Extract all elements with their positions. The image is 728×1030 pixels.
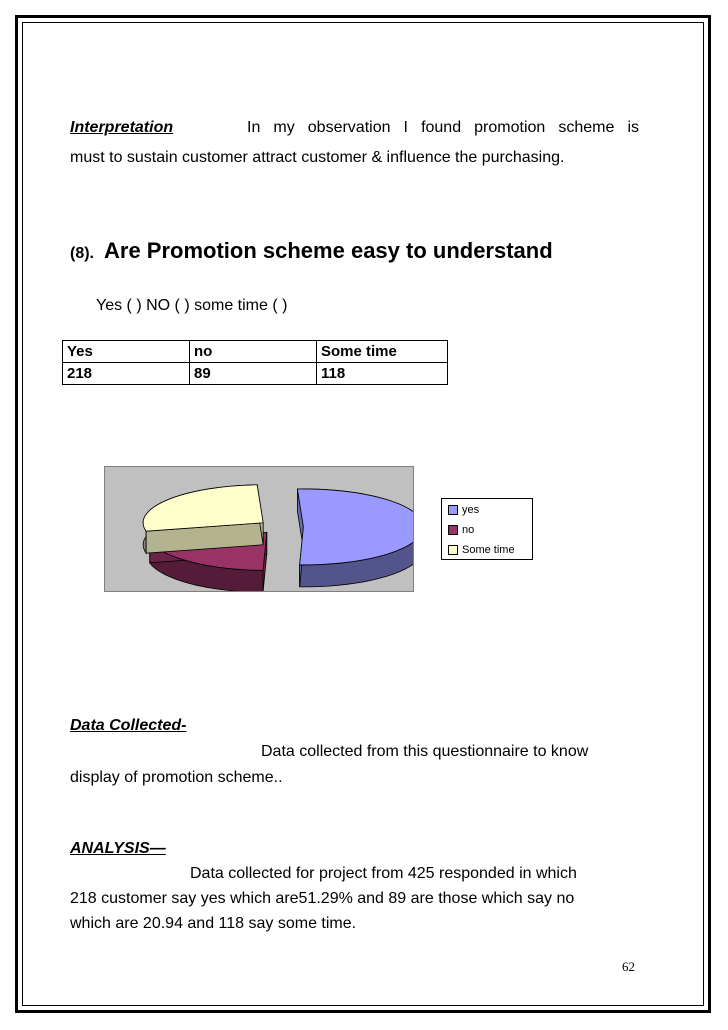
- table-cell: 218: [63, 363, 190, 385]
- table-cell: 89: [190, 363, 317, 385]
- pie-slice-top: [143, 485, 263, 531]
- legend-item-no: [448, 523, 474, 537]
- legend-label: yes: [462, 504, 480, 516]
- question-options: Yes ( ) NO ( ) some time ( ): [96, 297, 288, 314]
- table-header-cell: no: [190, 341, 317, 363]
- interpretation-line-1: In my observation I found promotion scheme is: [247, 119, 639, 136]
- response-table: [62, 340, 448, 385]
- legend-swatch: [448, 505, 458, 515]
- question-number: (8).: [70, 245, 94, 262]
- pie-slice-some-time: [143, 485, 263, 553]
- table-row: [63, 363, 448, 385]
- legend-item-some-time: [448, 543, 515, 557]
- legend-swatch: [448, 525, 458, 535]
- question-text: Are Promotion scheme easy to understand: [104, 238, 553, 263]
- analysis-line-2: 218 customer say yes which are51.29% and 89 are those which say no: [70, 890, 575, 907]
- legend-swatch: [448, 545, 458, 555]
- chart-legend: [441, 498, 533, 560]
- table-header-cell: Yes: [63, 341, 190, 363]
- data-collected-label: Data Collected-: [70, 717, 187, 734]
- analysis-label: ANALYSIS—: [70, 840, 166, 857]
- pie-slice-yes: [297, 489, 413, 587]
- analysis-line-1: Data collected for project from 425 responded in which: [190, 865, 577, 882]
- legend-label: Some time: [462, 544, 515, 556]
- table-header-row: [63, 341, 448, 363]
- interpretation-line-2: must to sustain customer attract customer & influence the purchasing.: [70, 149, 565, 166]
- page-number: 62: [622, 959, 635, 974]
- table-header-cell: Some time: [317, 341, 448, 363]
- interpretation-label: Interpretation: [70, 119, 174, 136]
- pie-chart: [105, 467, 413, 591]
- table-cell: 118: [317, 363, 448, 385]
- question-heading: [70, 238, 553, 264]
- data-collected-line-2: display of promotion scheme..: [70, 769, 283, 786]
- legend-label: no: [462, 524, 475, 536]
- data-collected-line-1: Data collected from this questionnaire to know: [261, 743, 589, 760]
- legend-item-yes: [448, 503, 479, 517]
- pie-chart-plot-area: [104, 466, 414, 592]
- analysis-line-3: which are 20.94 and 118 say some time.: [70, 915, 357, 932]
